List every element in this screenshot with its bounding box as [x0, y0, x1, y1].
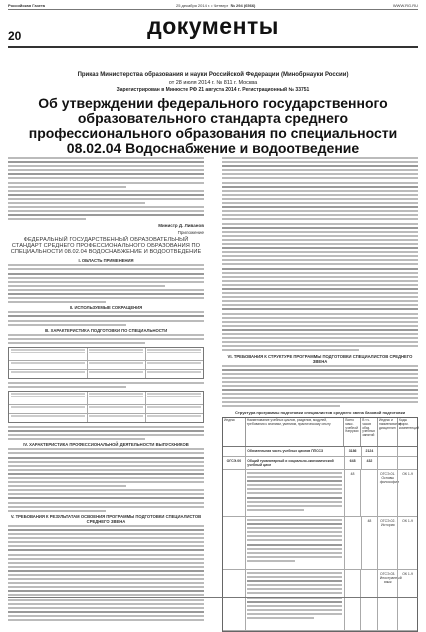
standard-title: ФЕДЕРАЛЬНЫЙ ГОСУДАРСТВЕННЫЙ ОБРАЗОВАТЕЛЬНЫЙ СТАНДАРТ СРЕДНЕГО ПРОФЕССИОНАЛЬНОГО ОБРАЗОВАНИЯ ПО СПЕЦИАЛЬНОСТИ 08.02.04 ВОДОСНАБЖЕНИЕ И ВОДООТВЕДЕНИЕ [10, 236, 202, 256]
header-divider [8, 9, 418, 10]
section-heading-1: I. ОБЛАСТЬ ПРИМЕНЕНИЯ [78, 258, 134, 264]
order-header-line2: от 28 июля 2014 г. № 811 г. Москва [168, 80, 258, 86]
page-number: 20 [8, 29, 22, 43]
section-heading-4: IV. ХАРАКТЕРИСТИКА ПРОФЕССИОНАЛЬНОЙ ДЕЯТЕЛЬНОСТИ ВЫПУСКНИКОВ [23, 442, 189, 448]
publication-name: Российская Газета [8, 3, 46, 8]
section-title: документы [147, 13, 279, 39]
right-column [222, 157, 418, 597]
order-header-line3: Зарегистрирован в Минюсте РФ 21 августа 2014 г. Регистрационный № 33751 [116, 87, 310, 93]
study-term-table-1 [8, 347, 204, 379]
table-header-cell: Индекс [224, 418, 236, 423]
section-heading-3: III. ХАРАКТЕРИСТИКА ПОДГОТОВКИ ПО СПЕЦИАЛЬНОСТИ [44, 327, 168, 333]
table-row: ОГСЭ.00 Общий гуманитарный и социально-экономический учебный цикл 648 432 [223, 457, 417, 470]
table-header-cell: Всего макс. учебной нагрузки [343, 418, 360, 446]
section-divider [8, 46, 418, 48]
table-row: ОГСЭ.03. Иностранный язык ОК 1-9 [223, 570, 417, 631]
minister-signature: Министр Д. Ливанов [158, 222, 204, 228]
table-header-cell: Наименование учебных циклов, разделов, модулей, требования к знаниям, умениям, практическому опыту [245, 418, 344, 446]
section-heading-6: VI. ТРЕБОВАНИЯ К СТРУКТУРЕ ПРОГРАММЫ ПОДГОТОВКИ СПЕЦИАЛИСТОВ СРЕДНЕГО ЗВЕНА [227, 353, 413, 364]
table-header-cell: В т.ч. часов обяз. учебных занятий [360, 418, 377, 446]
issue-date: 25 декабря 2014 г. • Четверг № 294 (6566) [176, 3, 256, 8]
appendix-label: Приложение [177, 229, 204, 235]
site-url: WWW.RG.RU [392, 3, 418, 8]
curriculum-structure-table [222, 417, 418, 632]
table-row: Обязательная часть учебных циклов ППССЗ 3186 2124 [223, 447, 417, 457]
footer-divider [8, 597, 418, 598]
table-header-cell: Коды форм. компетенций [397, 418, 417, 446]
table-header-row [223, 418, 417, 447]
table-title: Структура программы подготовки специалистов среднего звена базовой подготовки [234, 410, 406, 416]
order-header-line1: Приказ Министерства образования и науки Российской Федерации (Минобрнауки России) [77, 72, 349, 78]
study-term-table-2 [8, 391, 204, 423]
left-column [8, 157, 204, 597]
table-header-cell: Индекс и наименование дисциплин [377, 418, 397, 446]
section-heading-5: V. ТРЕБОВАНИЯ К РЕЗУЛЬТАТАМ ОСВОЕНИЯ ПРОГРАММЫ ПОДГОТОВКИ СПЕЦИАЛИСТОВ СРЕДНЕГО ЗВЕНА [10, 513, 202, 524]
table-row: 48 ОГСЭ.02. История ОК 1-9 [223, 517, 417, 570]
document-title: Об утверждении федерального государственного образовательного стандарта среднего профессионального образования по специальности 08.02.04 Водоснабжение и водоотведение [28, 95, 398, 156]
table-row: 48 ОГСЭ.01. Основы философии ОК 1-9 [223, 470, 417, 517]
section-heading-2: II. ИСПОЛЬЗУЕМЫЕ СОКРАЩЕНИЯ [69, 305, 143, 311]
